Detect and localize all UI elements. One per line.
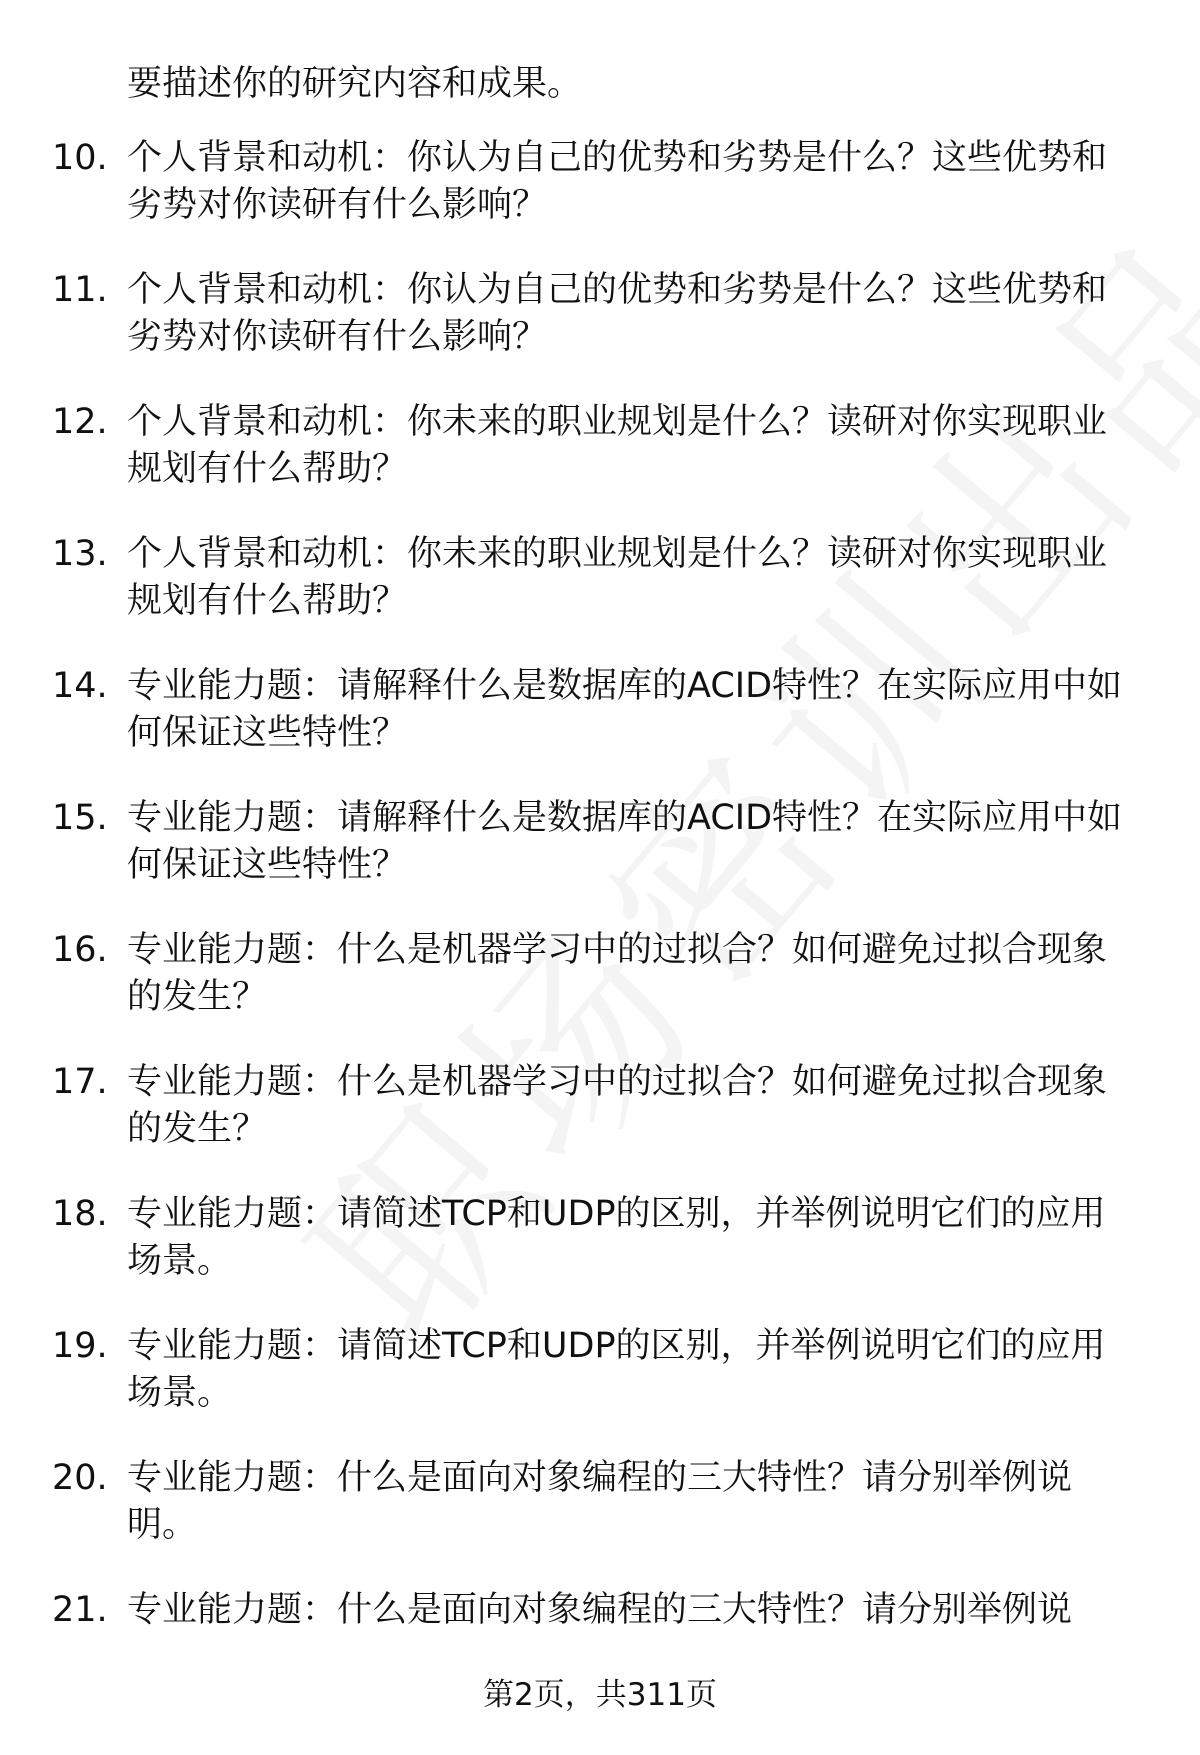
question-number: 19. bbox=[52, 1326, 108, 1366]
list-item bbox=[0, 1455, 1200, 1587]
question-line: 劣势对你读研有什么影响？ bbox=[127, 185, 548, 225]
list-item bbox=[0, 795, 1200, 927]
question-text bbox=[127, 795, 1159, 889]
question-number: 15. bbox=[52, 798, 108, 838]
list-item bbox=[0, 135, 1200, 267]
question-line: 何保证这些特性？ bbox=[127, 713, 408, 753]
continuation-text: 要描述你的研究内容和成果。 bbox=[127, 64, 583, 104]
question-line: 专业能力题：请简述TCP和UDP的区别，并举例说明它们的应用 bbox=[127, 1326, 1106, 1366]
list-item bbox=[0, 1323, 1200, 1455]
question-line: 场景。 bbox=[127, 1241, 233, 1281]
question-text bbox=[127, 135, 1159, 229]
question-text bbox=[127, 927, 1159, 1021]
question-line: 何保证这些特性？ bbox=[127, 845, 408, 885]
question-number: 16. bbox=[52, 930, 108, 970]
question-line: 个人背景和动机：你认为自己的优势和劣势是什么？这些优势和 bbox=[127, 138, 1108, 178]
question-line: 专业能力题：什么是面向对象编程的三大特性？请分别举例说 bbox=[127, 1458, 1073, 1498]
question-line: 个人背景和动机：你未来的职业规划是什么？读研对你实现职业 bbox=[127, 402, 1108, 442]
question-line: 专业能力题：请解释什么是数据库的ACID特性？在实际应用中如 bbox=[127, 798, 1123, 838]
question-number: 20. bbox=[52, 1458, 108, 1498]
question-text bbox=[127, 1191, 1159, 1285]
question-line: 专业能力题：请解释什么是数据库的ACID特性？在实际应用中如 bbox=[127, 666, 1123, 706]
question-number: 12. bbox=[52, 402, 108, 442]
question-number: 21. bbox=[52, 1590, 108, 1630]
question-line: 个人背景和动机：你未来的职业规划是什么？读研对你实现职业 bbox=[127, 534, 1108, 574]
question-line: 专业能力题：请简述TCP和UDP的区别，并举例说明它们的应用 bbox=[127, 1194, 1106, 1234]
page-footer: 第2页，共311页 bbox=[483, 1677, 717, 1713]
question-line: 规划有什么帮助？ bbox=[127, 449, 408, 489]
question-line: 劣势对你读研有什么影响？ bbox=[127, 317, 548, 357]
question-text bbox=[127, 663, 1159, 757]
list-item bbox=[0, 531, 1200, 663]
question-text bbox=[127, 267, 1159, 361]
question-line: 规划有什么帮助？ bbox=[127, 581, 408, 621]
list-item bbox=[0, 1059, 1200, 1191]
question-number: 17. bbox=[52, 1062, 108, 1102]
question-line: 专业能力题：什么是面向对象编程的三大特性？请分别举例说 bbox=[127, 1590, 1073, 1630]
list-item bbox=[0, 267, 1200, 399]
list-item bbox=[0, 663, 1200, 795]
question-text bbox=[127, 1323, 1159, 1417]
question-line: 明。 bbox=[127, 1505, 198, 1545]
question-number: 11. bbox=[52, 270, 108, 310]
list-item bbox=[0, 399, 1200, 531]
question-text bbox=[127, 1059, 1159, 1153]
question-number: 10. bbox=[52, 138, 108, 178]
question-text bbox=[127, 531, 1159, 625]
question-line: 的发生？ bbox=[127, 1109, 268, 1149]
question-line: 个人背景和动机：你认为自己的优势和劣势是什么？这些优势和 bbox=[127, 270, 1108, 310]
list-item bbox=[0, 1191, 1200, 1323]
question-line: 专业能力题：什么是机器学习中的过拟合？如何避免过拟合现象 bbox=[127, 930, 1108, 970]
question-number: 13. bbox=[52, 534, 108, 574]
list-item bbox=[0, 927, 1200, 1059]
question-line: 专业能力题：什么是机器学习中的过拟合？如何避免过拟合现象 bbox=[127, 1062, 1108, 1102]
question-text bbox=[127, 1455, 1159, 1549]
question-text bbox=[127, 399, 1159, 493]
question-line: 的发生？ bbox=[127, 977, 268, 1017]
question-line: 场景。 bbox=[127, 1373, 233, 1413]
question-list bbox=[0, 135, 1200, 1719]
question-text bbox=[127, 1587, 1159, 1634]
question-number: 14. bbox=[52, 666, 108, 706]
question-number: 18. bbox=[52, 1194, 108, 1234]
